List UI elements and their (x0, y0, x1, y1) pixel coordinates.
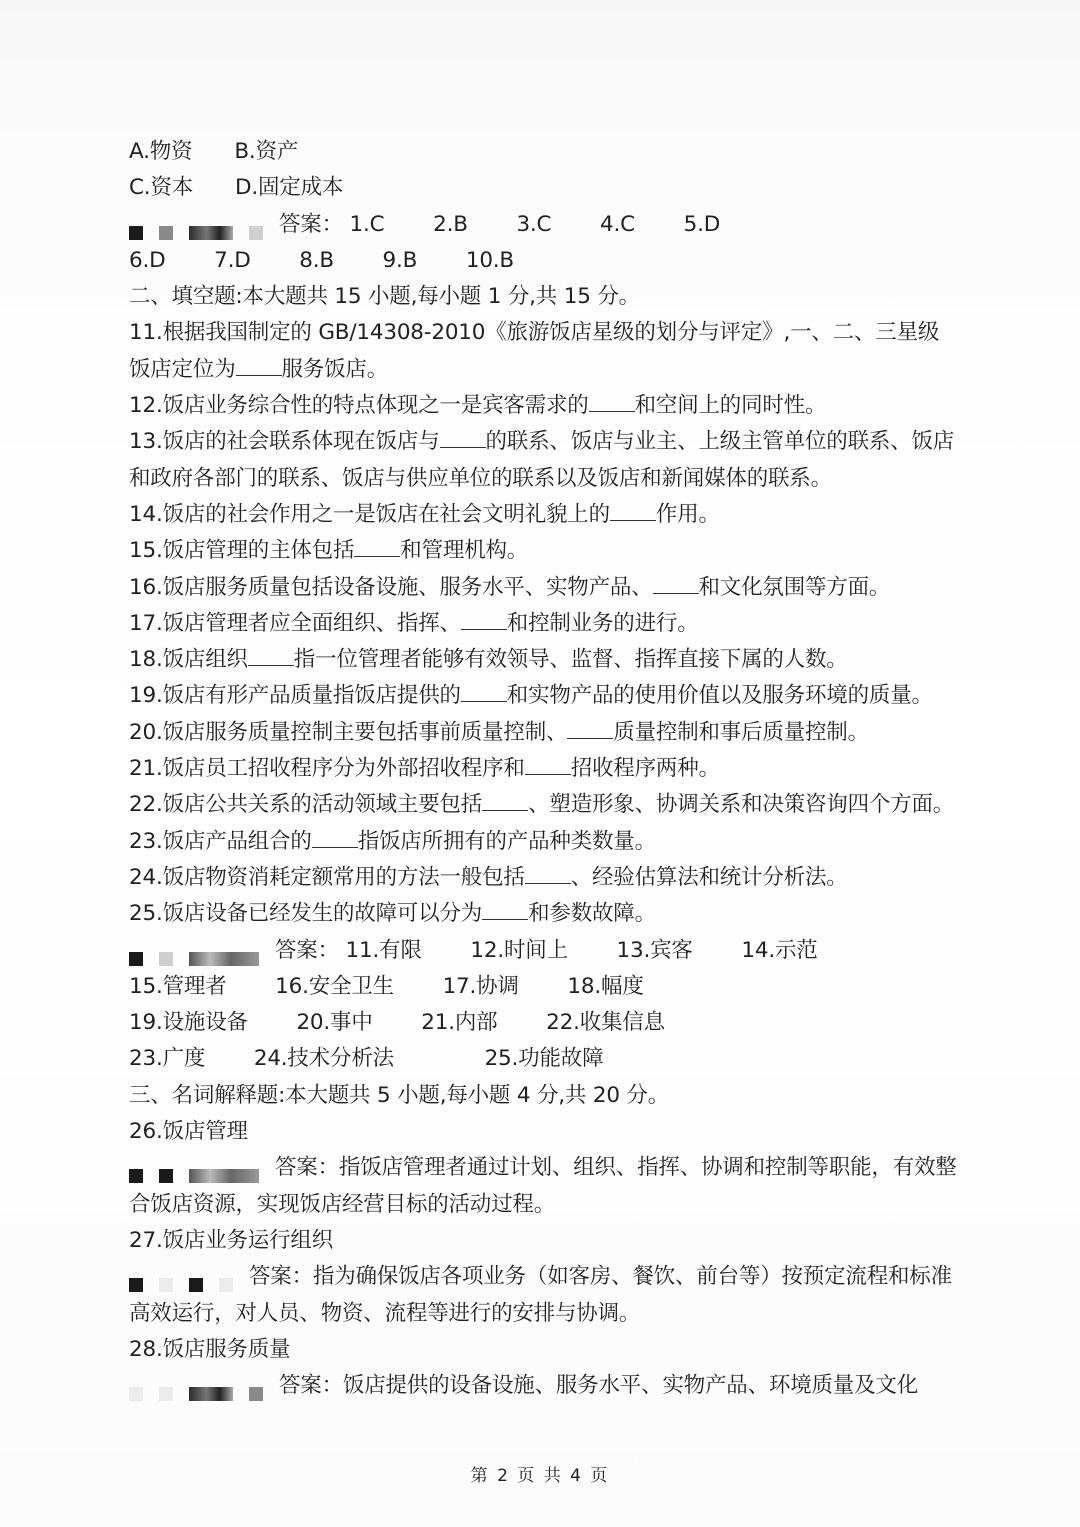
fill-blank (354, 536, 400, 557)
fill-answer: 13.宾客 (616, 937, 693, 963)
question-14: 14.饭店的社会作用之一是饭店在社会文明礼貌上的 作用。 (129, 501, 720, 527)
question-16: 16.饭店服务质量包括设备设施、服务水平、实物产品、 和文化氛围等方面。 (129, 574, 891, 600)
fill-blank (236, 355, 282, 376)
question-17: 17.饭店管理者应全面组织、指挥、 和控制业务的进行。 (129, 610, 699, 636)
term-26: 26.饭店管理 (129, 1119, 248, 1145)
term-26-answer: 答案：指饭店管理者通过计划、组织、指挥、协调和控制等职能，有效整合饭店资源，实现饭店经营目标的活动过程。 (129, 1155, 957, 1217)
mc-answer: 3.C (516, 211, 552, 237)
fill-answers-row2 (129, 969, 959, 1005)
fill-answer: 14.示范 (741, 937, 818, 963)
question-22: 22.饭店公共关系的活动领域主要包括 、塑造形象、协调关系和决策咨询四个方面。 (129, 792, 955, 818)
term-27-answer: 答案：指为确保饭店各项业务（如客房、餐饮、前台等）按预定流程和标准高效运行，对人员、物资、流程等进行的安排与协调。 (129, 1264, 952, 1326)
mc-answer: 9.B (382, 247, 418, 273)
mc-answers-row2 (129, 243, 959, 279)
fill-blank (525, 754, 571, 775)
fill-answers-row4 (129, 1041, 959, 1077)
question-25: 25.饭店设备已经发生的故障可以分为 和参数故障。 (129, 901, 656, 927)
term-27: 27.饭店业务运行组织 (129, 1227, 333, 1253)
mc-answer: 7.D (214, 247, 251, 273)
redacted-mark (129, 1376, 279, 1396)
fill-blank (312, 827, 358, 848)
fill-answer: 24.技术分析法 (253, 1046, 394, 1072)
fill-blank (610, 500, 656, 521)
redacted-mark (129, 1158, 275, 1178)
fill-answer: 25.功能故障 (484, 1046, 604, 1072)
fill-blank (589, 391, 635, 412)
fill-answer: 22.收集信息 (546, 1010, 665, 1036)
question-24: 24.饭店物资消耗定额常用的方法一般包括 、经验估算法和统计分析法。 (129, 864, 848, 890)
term-28: 28.饭店服务质量 (129, 1336, 291, 1362)
mc-answer: 5.D (683, 211, 721, 237)
mc-answer: 6.D (129, 247, 166, 273)
redacted-mark (129, 941, 275, 961)
question-12: 12.饭店业务综合性的特点体现之一是宾客需求的 和空间上的同时性。 (129, 393, 827, 419)
fill-answer: 18.幅度 (567, 973, 644, 999)
fill-blank (567, 718, 613, 739)
fill-blank (482, 899, 528, 920)
term-28-answer: 答案：饭店提供的设备设施、服务水平、实物产品、环境质量及文化 (129, 1368, 959, 1404)
question-15: 15.饭店管理的主体包括 和管理机构。 (129, 538, 529, 564)
fill-answer: 17.协调 (442, 973, 519, 999)
mc-answers-row1 (129, 207, 959, 243)
fill-answers-row1 (129, 933, 959, 969)
page-number-footer: 第 2 页 共 4 页 (470, 1466, 610, 1486)
fill-answer: 11.有限 (345, 937, 422, 963)
option-b: B.资产 (234, 139, 299, 164)
mc-answer: 10.B (465, 247, 514, 273)
page-content (129, 134, 959, 1404)
answer-label: 答案： (275, 937, 339, 963)
question-11: 11.根据我国制定的 GB/14308-2010《旅游饭店星级的划分与评定》,一、二、三星级饭店定位为 服务饭店。 (129, 320, 940, 382)
fill-blank (461, 609, 507, 630)
answer-label: 答案： (279, 211, 343, 237)
fill-answer: 20.事中 (296, 1010, 373, 1036)
fill-answer: 16.安全卫生 (275, 973, 394, 999)
question-23: 23.饭店产品组合的 指饭店所拥有的产品种类数量。 (129, 828, 656, 854)
option-c: C.资本 (129, 175, 194, 201)
question-21: 21.饭店员工招收程序分为外部招收程序和 招收程序两种。 (129, 756, 720, 782)
fill-blank (440, 427, 486, 448)
fill-answer: 19.设施设备 (129, 1010, 248, 1036)
question-19: 19.饭店有形产品质量指饭店提供的 和实物产品的使用价值以及服务环境的质量。 (129, 683, 933, 709)
fill-blank (653, 573, 699, 594)
mc-answer: 2.B (433, 211, 468, 237)
fill-blank (525, 863, 571, 884)
fill-answer: 15.管理者 (129, 973, 227, 999)
fill-answer: 23.广度 (129, 1046, 206, 1072)
q10-options-row2 (129, 170, 959, 206)
section2-heading: 二、填空题:本大题共 15 小题,每小题 1 分,共 15 分。 (129, 284, 640, 310)
fill-blank (482, 790, 528, 811)
question-20: 20.饭店服务质量控制主要包括事前质量控制、 质量控制和事后质量控制。 (129, 719, 869, 745)
mc-answer: 1.C (349, 211, 385, 237)
redacted-mark (129, 1267, 249, 1287)
option-d: D.固定成本 (235, 175, 344, 201)
question-13: 13.饭店的社会联系体现在饭店与 的联系、饭店与业主、上级主管单位的联系、饭店和政府各部门的联系、饭店与供应单位的联系以及饭店和新闻媒体的联系。 (129, 429, 955, 491)
fill-blank (248, 645, 294, 666)
mc-answer: 8.B (299, 247, 334, 273)
q10-options-row1 (129, 134, 959, 170)
fill-answer: 21.内部 (421, 1010, 498, 1036)
fill-answers-row3 (129, 1005, 959, 1041)
redacted-mark (129, 215, 279, 235)
fill-blank (461, 681, 507, 702)
mc-answer: 4.C (600, 211, 635, 237)
fill-answer: 12.时间上 (470, 937, 568, 963)
question-18: 18.饭店组织 指一位管理者能够有效领导、监督、指挥直接下属的人数。 (129, 647, 848, 673)
option-a: A.物资 (129, 139, 193, 164)
section3-heading: 三、名词解释题:本大题共 5 小题,每小题 4 分,共 20 分。 (129, 1082, 670, 1108)
